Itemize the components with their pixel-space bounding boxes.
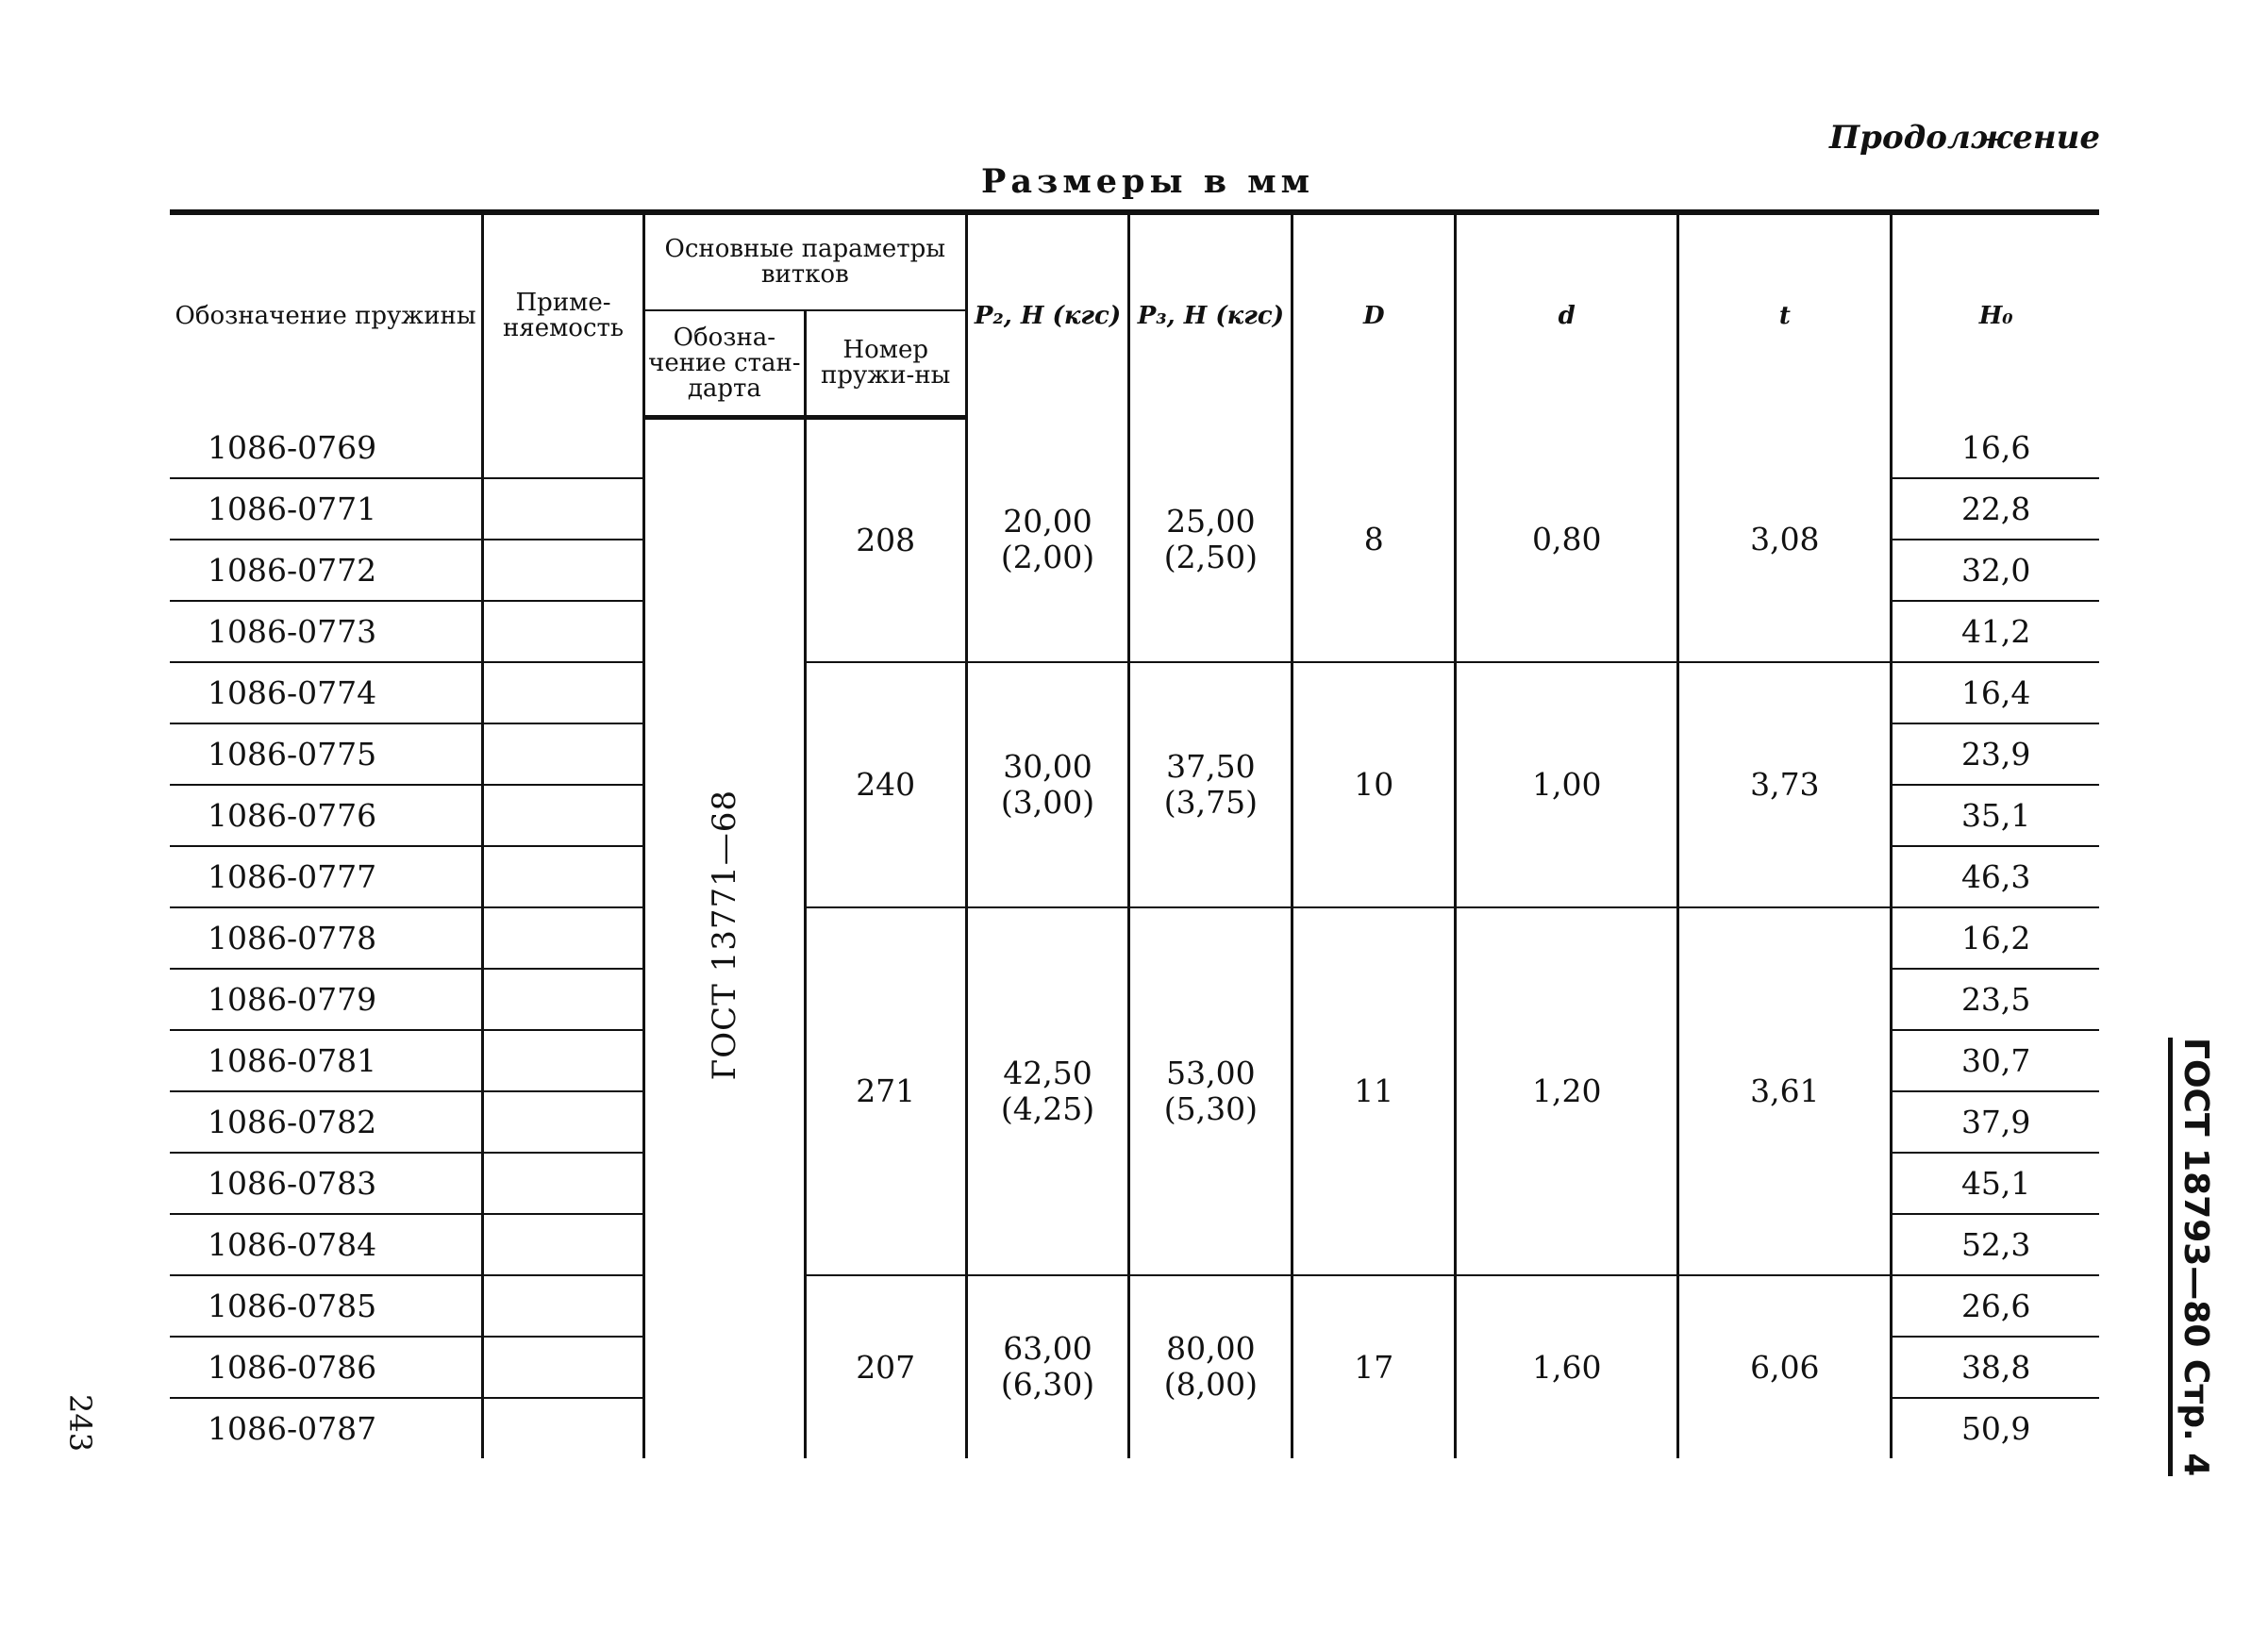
header-std-designation: Обозна-чение стан-дарта <box>643 310 805 418</box>
applicability-cell <box>483 1030 644 1091</box>
group-number: 207 <box>805 1275 966 1458</box>
applicability-cell <box>483 418 644 478</box>
group-d: 1,00 <box>1456 662 1678 907</box>
group-p2: 30,00 (3,00) <box>966 662 1129 907</box>
row-code: 1086-0785 <box>170 1275 483 1337</box>
group-number: 271 <box>805 907 966 1275</box>
units-caption: Размеры в мм <box>981 162 1315 201</box>
group-number: 240 <box>805 662 966 907</box>
row-code: 1086-0782 <box>170 1091 483 1153</box>
group-D: 17 <box>1292 1275 1456 1458</box>
group-d: 1,60 <box>1456 1275 1678 1458</box>
header-D: D <box>1292 212 1456 418</box>
group-t: 3,73 <box>1678 662 1892 907</box>
header-H0: H₀ <box>1892 212 2099 418</box>
row-h0: 52,3 <box>1892 1214 2099 1275</box>
row-code: 1086-0779 <box>170 969 483 1030</box>
header-p3: P₃, Н (кгс) <box>1129 212 1292 418</box>
header-t: t <box>1678 212 1892 418</box>
applicability-cell <box>483 1091 644 1153</box>
row-code: 1086-0774 <box>170 662 483 723</box>
group-p3: 25,00 (2,50) <box>1129 418 1292 662</box>
group-p3: 53,00 (5,30) <box>1129 907 1292 1275</box>
group-D: 8 <box>1292 418 1456 662</box>
applicability-cell <box>483 907 644 969</box>
row-code: 1086-0781 <box>170 1030 483 1091</box>
group-D: 10 <box>1292 662 1456 907</box>
applicability-cell <box>483 662 644 723</box>
row-code: 1086-0783 <box>170 1153 483 1214</box>
row-h0: 26,6 <box>1892 1275 2099 1337</box>
header-designation: Обозначение пружины <box>170 212 483 418</box>
applicability-cell <box>483 785 644 846</box>
applicability-cell <box>483 723 644 785</box>
applicability-cell <box>483 601 644 662</box>
header-p2: P₂, Н (кгс) <box>966 212 1129 418</box>
row-code: 1086-0775 <box>170 723 483 785</box>
row-code: 1086-0773 <box>170 601 483 662</box>
row-h0: 46,3 <box>1892 846 2099 907</box>
row-h0: 16,2 <box>1892 907 2099 969</box>
row-h0: 23,5 <box>1892 969 2099 1030</box>
group-d: 0,80 <box>1456 418 1678 662</box>
gost-side-mark <box>2168 1038 2215 1477</box>
group-t: 3,08 <box>1678 418 1892 662</box>
row-h0: 32,0 <box>1892 540 2099 601</box>
row-h0: 16,4 <box>1892 662 2099 723</box>
applicability-cell <box>483 1275 644 1337</box>
row-h0: 38,8 <box>1892 1337 2099 1398</box>
row-code: 1086-0784 <box>170 1214 483 1275</box>
group-p3: 80,00 (8,00) <box>1129 1275 1292 1458</box>
applicability-cell <box>483 1214 644 1275</box>
group-t: 3,61 <box>1678 907 1892 1275</box>
group-p3: 37,50 (3,75) <box>1129 662 1292 907</box>
group-p2: 63,00 (6,30) <box>966 1275 1129 1458</box>
applicability-cell <box>483 1337 644 1398</box>
row-code: 1086-0787 <box>170 1398 483 1458</box>
row-h0: 16,6 <box>1892 418 2099 478</box>
header-d: d <box>1456 212 1678 418</box>
group-d: 1,20 <box>1456 907 1678 1275</box>
row-h0: 37,9 <box>1892 1091 2099 1153</box>
applicability-cell <box>483 1398 644 1458</box>
header-main-params: Основные параметры витков <box>643 212 966 310</box>
row-code: 1086-0778 <box>170 907 483 969</box>
applicability-cell <box>483 540 644 601</box>
applicability-cell <box>483 478 644 540</box>
row-code: 1086-0786 <box>170 1337 483 1398</box>
header-spring-number: Номер пружи-ны <box>805 310 966 418</box>
row-h0: 35,1 <box>1892 785 2099 846</box>
row-h0: 22,8 <box>1892 478 2099 540</box>
header-applicability: Приме-няемость <box>483 212 644 418</box>
continuation-label: Продолжение <box>1829 119 2100 157</box>
group-D: 11 <box>1292 907 1456 1275</box>
gost-mark-text: ГОСТ 18793—80 Стр. 4 <box>2168 1038 2215 1476</box>
standard-text: ГОСТ 13771—68 <box>705 790 743 1081</box>
applicability-cell <box>483 969 644 1030</box>
row-h0: 41,2 <box>1892 601 2099 662</box>
row-h0: 23,9 <box>1892 723 2099 785</box>
row-h0: 45,1 <box>1892 1153 2099 1214</box>
row-code: 1086-0772 <box>170 540 483 601</box>
spring-spec-table <box>170 209 2099 1458</box>
row-code: 1086-0776 <box>170 785 483 846</box>
row-code: 1086-0771 <box>170 478 483 540</box>
group-number: 208 <box>805 418 966 662</box>
standard-cell <box>643 418 805 1458</box>
row-h0: 30,7 <box>1892 1030 2099 1091</box>
row-code: 1086-0769 <box>170 418 483 478</box>
applicability-cell <box>483 1153 644 1214</box>
group-p2: 42,50 (4,25) <box>966 907 1129 1275</box>
applicability-cell <box>483 846 644 907</box>
page-number: 243 <box>62 1394 98 1453</box>
group-t: 6,06 <box>1678 1275 1892 1458</box>
row-h0: 50,9 <box>1892 1398 2099 1458</box>
row-code: 1086-0777 <box>170 846 483 907</box>
group-p2: 20,00 (2,00) <box>966 418 1129 662</box>
